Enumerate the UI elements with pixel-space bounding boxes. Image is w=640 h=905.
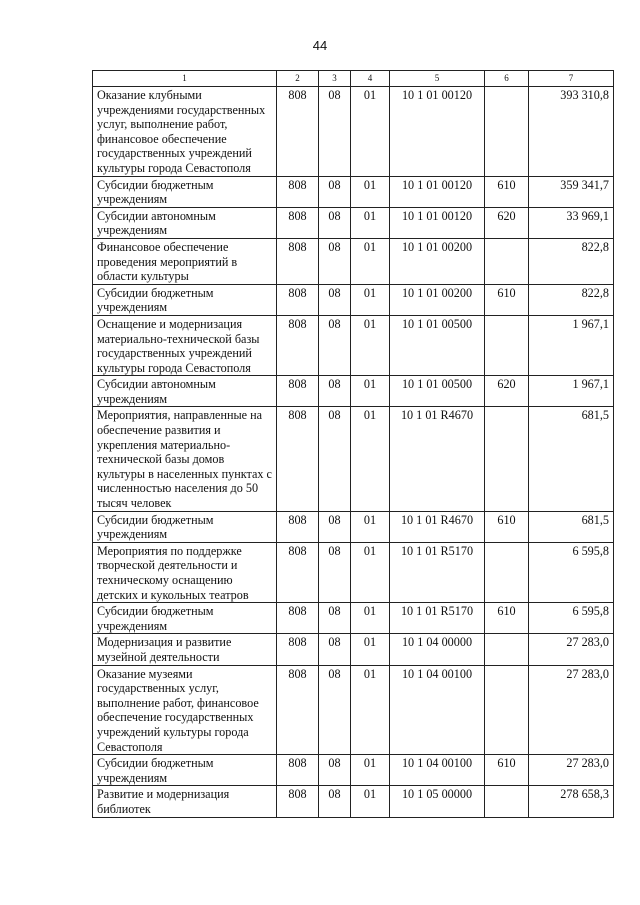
row-name: Субсидии бюджетным учреждениям <box>93 511 277 542</box>
row-vr <box>485 634 529 665</box>
row-csr: 10 1 04 00100 <box>390 755 485 786</box>
row-csr: 10 1 04 00000 <box>390 634 485 665</box>
table-row <box>93 786 614 817</box>
row-csr: 10 1 01 R4670 <box>390 407 485 511</box>
header-col-2: 2 <box>277 71 319 87</box>
table-row <box>93 542 614 602</box>
row-name: Субсидии бюджетным учреждениям <box>93 176 277 207</box>
table-row <box>93 284 614 315</box>
row-csr: 10 1 01 R5170 <box>390 603 485 634</box>
row-rz: 08 <box>319 542 351 602</box>
row-pr: 01 <box>351 603 390 634</box>
row-gr: 808 <box>277 786 319 817</box>
row-gr: 808 <box>277 407 319 511</box>
row-name: Субсидии бюджетным учреждениям <box>93 755 277 786</box>
row-rz: 08 <box>319 407 351 511</box>
row-vr: 610 <box>485 511 529 542</box>
row-gr: 808 <box>277 665 319 755</box>
row-vr <box>485 542 529 602</box>
table-row <box>93 665 614 755</box>
row-gr: 808 <box>277 315 319 375</box>
row-vr: 620 <box>485 376 529 407</box>
row-sum: 6 595,8 <box>529 603 614 634</box>
row-gr: 808 <box>277 87 319 177</box>
header-col-6: 6 <box>485 71 529 87</box>
row-name: Финансовое обеспечение проведения мероприятий в области культуры <box>93 238 277 284</box>
row-sum: 822,8 <box>529 238 614 284</box>
row-name: Субсидии бюджетным учреждениям <box>93 284 277 315</box>
row-rz: 08 <box>319 315 351 375</box>
row-sum: 393 310,8 <box>529 87 614 177</box>
row-sum: 359 341,7 <box>529 176 614 207</box>
row-pr: 01 <box>351 238 390 284</box>
row-name: Оказание клубными учреждениями государственных услуг, выполнение работ, финансовое обеспечение государственных учреждений культуры города Севастополя <box>93 87 277 177</box>
row-csr: 10 1 05 00000 <box>390 786 485 817</box>
row-gr: 808 <box>277 634 319 665</box>
row-name: Оснащение и модернизация материально-технической базы государственных учреждений культуры города Севастополя <box>93 315 277 375</box>
row-pr: 01 <box>351 315 390 375</box>
row-sum: 33 969,1 <box>529 207 614 238</box>
row-pr: 01 <box>351 665 390 755</box>
row-rz: 08 <box>319 176 351 207</box>
header-col-4: 4 <box>351 71 390 87</box>
row-csr: 10 1 01 00120 <box>390 87 485 177</box>
row-csr: 10 1 01 00120 <box>390 176 485 207</box>
row-sum: 6 595,8 <box>529 542 614 602</box>
row-pr: 01 <box>351 542 390 602</box>
row-sum: 278 658,3 <box>529 786 614 817</box>
row-csr: 10 1 01 R4670 <box>390 511 485 542</box>
row-rz: 08 <box>319 755 351 786</box>
row-pr: 01 <box>351 207 390 238</box>
row-csr: 10 1 01 00500 <box>390 376 485 407</box>
table-row <box>93 511 614 542</box>
row-vr: 610 <box>485 603 529 634</box>
row-pr: 01 <box>351 176 390 207</box>
row-vr: 610 <box>485 284 529 315</box>
row-vr <box>485 87 529 177</box>
row-pr: 01 <box>351 786 390 817</box>
row-name: Развитие и модернизация библиотек <box>93 786 277 817</box>
row-vr <box>485 407 529 511</box>
row-gr: 808 <box>277 176 319 207</box>
row-vr <box>485 315 529 375</box>
table-row <box>93 87 614 177</box>
budget-table <box>92 70 614 818</box>
row-gr: 808 <box>277 542 319 602</box>
page-number: 44 <box>312 38 328 53</box>
row-sum: 822,8 <box>529 284 614 315</box>
row-name: Субсидии автономным учреждениям <box>93 207 277 238</box>
row-vr <box>485 238 529 284</box>
row-sum: 27 283,0 <box>529 665 614 755</box>
table-row <box>93 376 614 407</box>
table-row <box>93 176 614 207</box>
header-row <box>93 71 614 87</box>
row-gr: 808 <box>277 511 319 542</box>
row-name: Мероприятия по поддержке творческой деятельности и техническому оснащению детских и кукольных театров <box>93 542 277 602</box>
row-vr <box>485 665 529 755</box>
header-col-7: 7 <box>529 71 614 87</box>
row-csr: 10 1 04 00100 <box>390 665 485 755</box>
row-gr: 808 <box>277 238 319 284</box>
row-rz: 08 <box>319 603 351 634</box>
row-gr: 808 <box>277 284 319 315</box>
row-rz: 08 <box>319 284 351 315</box>
row-vr: 610 <box>485 176 529 207</box>
row-rz: 08 <box>319 376 351 407</box>
row-pr: 01 <box>351 755 390 786</box>
row-gr: 808 <box>277 207 319 238</box>
row-vr: 610 <box>485 755 529 786</box>
table-row <box>93 634 614 665</box>
row-csr: 10 1 01 00200 <box>390 284 485 315</box>
table-row <box>93 755 614 786</box>
row-sum: 27 283,0 <box>529 634 614 665</box>
row-gr: 808 <box>277 376 319 407</box>
table-row <box>93 238 614 284</box>
header-col-5: 5 <box>390 71 485 87</box>
row-vr: 620 <box>485 207 529 238</box>
row-rz: 08 <box>319 786 351 817</box>
table-row <box>93 603 614 634</box>
row-gr: 808 <box>277 755 319 786</box>
row-rz: 08 <box>319 511 351 542</box>
row-csr: 10 1 01 00120 <box>390 207 485 238</box>
row-pr: 01 <box>351 284 390 315</box>
row-name: Субсидии автономным учреждениям <box>93 376 277 407</box>
row-csr: 10 1 01 00500 <box>390 315 485 375</box>
row-sum: 27 283,0 <box>529 755 614 786</box>
row-rz: 08 <box>319 238 351 284</box>
row-sum: 681,5 <box>529 407 614 511</box>
row-name: Оказание музеями государственных услуг, выполнение работ, финансовое обеспечение государственных учреждений культуры города Севастополя <box>93 665 277 755</box>
row-pr: 01 <box>351 376 390 407</box>
row-csr: 10 1 01 00200 <box>390 238 485 284</box>
row-vr <box>485 786 529 817</box>
row-csr: 10 1 01 R5170 <box>390 542 485 602</box>
row-name: Мероприятия, направленные на обеспечение развития и укрепления материально-технической базы домов культуры в населенных пунктах с численностью населения до 50 тысяч человек <box>93 407 277 511</box>
row-gr: 808 <box>277 603 319 634</box>
row-rz: 08 <box>319 207 351 238</box>
row-pr: 01 <box>351 511 390 542</box>
row-rz: 08 <box>319 634 351 665</box>
header-col-1: 1 <box>93 71 277 87</box>
row-name: Субсидии бюджетным учреждениям <box>93 603 277 634</box>
row-pr: 01 <box>351 407 390 511</box>
row-name: Модернизация и развитие музейной деятельности <box>93 634 277 665</box>
table-row <box>93 315 614 375</box>
row-sum: 681,5 <box>529 511 614 542</box>
row-rz: 08 <box>319 665 351 755</box>
row-sum: 1 967,1 <box>529 315 614 375</box>
table-row <box>93 407 614 511</box>
row-pr: 01 <box>351 87 390 177</box>
header-col-3: 3 <box>319 71 351 87</box>
row-rz: 08 <box>319 87 351 177</box>
table-row <box>93 207 614 238</box>
row-pr: 01 <box>351 634 390 665</box>
row-sum: 1 967,1 <box>529 376 614 407</box>
